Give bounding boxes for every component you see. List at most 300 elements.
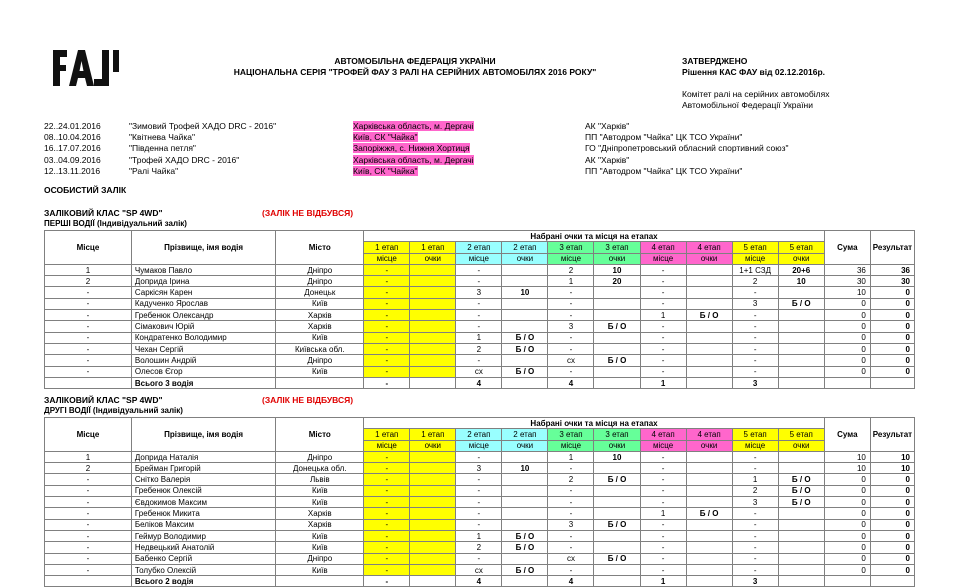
cell-stage-value: - (640, 542, 686, 553)
cell-stage-value: - (732, 343, 778, 354)
cell-city: Харків (276, 321, 364, 332)
cell-stage-value: - (548, 542, 594, 553)
cell-stage-value (502, 485, 548, 496)
cell-stage-value: - (548, 343, 594, 354)
cell-place: - (45, 298, 132, 309)
cell-stage-value (410, 287, 456, 298)
col-header-stage-kind: місце (732, 253, 778, 264)
cell-stage-value: Б / О (778, 497, 824, 508)
cell-stage-value: - (640, 276, 686, 287)
cell-place: - (45, 497, 132, 508)
cell-stage-value: Б / О (594, 474, 640, 485)
table-row (45, 298, 915, 309)
cell-place: - (45, 287, 132, 298)
section-2-subtitle: ДРУГІ ВОДІЇ (Індивідуальний залік) (44, 406, 183, 415)
cell-driver-name: Євдокимов Максим (131, 497, 275, 508)
cell-stage-value: 2 (548, 264, 594, 275)
cell-sum: 0 (824, 355, 870, 366)
cell-result: 0 (870, 310, 914, 321)
cell-stage-value (778, 321, 824, 332)
cell-stage-value: - (732, 542, 778, 553)
cell-stage-value (778, 366, 824, 377)
cell-sum: 0 (824, 508, 870, 519)
cell-stage-value: - (732, 463, 778, 474)
col-header-place: Місце (45, 418, 132, 452)
cell-driver-name: Гребенюк Микита (131, 508, 275, 519)
cell-stage-value: Б / О (502, 564, 548, 575)
cell-stage-value: - (364, 264, 410, 275)
cell-sum: 0 (824, 298, 870, 309)
cell-stage-value: - (640, 451, 686, 462)
cell-result: 0 (870, 530, 914, 541)
col-header-stage: 5 етап (732, 242, 778, 253)
event-name: "Ралі Чайка" (129, 165, 179, 176)
federation-title: АВТОМОБІЛЬНА ФЕДЕРАЦІЯ УКРАЇНИ (334, 56, 496, 66)
committee-block (682, 89, 829, 111)
cell-stage-value: 3 (732, 497, 778, 508)
cell-stage-value (778, 355, 824, 366)
col-header-stage: 5 етап (778, 429, 824, 440)
cell-stage-value: - (640, 519, 686, 530)
approved-label: ЗАТВЕРДЖЕНО (682, 56, 748, 66)
cell-stage-value: - (364, 287, 410, 298)
cell-stage-value (686, 530, 732, 541)
event-name: "Південна петля" (129, 143, 196, 154)
cell-total-stage: 1 (640, 377, 686, 388)
cell-stage-value (410, 564, 456, 575)
cell-driver-name: Толубко Олексій (131, 564, 275, 575)
cell-stage-value (410, 542, 456, 553)
col-header-stage: 3 етап (594, 429, 640, 440)
cell-stage-value (594, 298, 640, 309)
cell-stage-value (686, 287, 732, 298)
cell-stage-value: - (548, 485, 594, 496)
col-header-stage: 5 етап (778, 242, 824, 253)
col-header-stage-kind: очки (778, 440, 824, 451)
cell-total-stage (502, 377, 548, 388)
col-header-stage: 1 етап (410, 429, 456, 440)
cell-stage-value: сх (456, 366, 502, 377)
cell-result: 0 (870, 519, 914, 530)
cell-stage-value: - (548, 508, 594, 519)
cell-stage-value (410, 276, 456, 287)
event-dates: 12..13.11.2016 (44, 165, 101, 176)
cell-city: Дніпро (276, 553, 364, 564)
cell-stage-value (686, 298, 732, 309)
cell-sum: 10 (824, 463, 870, 474)
cell-stage-value (410, 355, 456, 366)
cell-stage-value (410, 298, 456, 309)
cell-stage-value: - (732, 332, 778, 343)
col-header-stage-kind: місце (456, 440, 502, 451)
event-organizer: ПП "Автодром "Чайка" ЦК ТСО України" (585, 132, 743, 143)
cell-place: - (45, 343, 132, 354)
cell-stage-value (502, 310, 548, 321)
cell-city: Дніпро (276, 264, 364, 275)
col-header-stage-kind: очки (686, 440, 732, 451)
cell-sum: 0 (824, 474, 870, 485)
cell-stage-value: сх (548, 355, 594, 366)
cell-stage-value: - (640, 463, 686, 474)
cell-place: - (45, 508, 132, 519)
cell-stage-value: Б / О (502, 332, 548, 343)
cell-city: Київ (276, 298, 364, 309)
cell-stage-value: 3 (548, 519, 594, 530)
cell-stage-value: - (732, 519, 778, 530)
cell-stage-value: 3 (456, 463, 502, 474)
cell-stage-value: - (364, 366, 410, 377)
cell-stage-value (778, 287, 824, 298)
cell-stage-value: - (732, 564, 778, 575)
cell-total-stage (594, 377, 640, 388)
cell-stage-value (778, 553, 824, 564)
cell-stage-value: - (456, 497, 502, 508)
cell-stage-value: - (732, 451, 778, 462)
cell-total-blank (45, 576, 132, 587)
cell-stage-value (594, 530, 640, 541)
event-name: "Трофей ХАДО DRC - 2016" (129, 154, 240, 165)
cell-total-stage: 4 (456, 576, 502, 587)
cell-stage-value: - (456, 355, 502, 366)
cell-stage-value (502, 264, 548, 275)
col-header-stage: 1 етап (364, 429, 410, 440)
header-row (45, 418, 915, 429)
cell-place: - (45, 332, 132, 343)
col-header-stage: 1 етап (364, 242, 410, 253)
cell-city: Харків (276, 519, 364, 530)
cell-driver-name: Недвецький Анатолій (131, 542, 275, 553)
cell-stage-value (686, 321, 732, 332)
event-organizer: ПП "Автодром "Чайка" ЦК ТСО України" (585, 165, 743, 176)
cell-city: Київ (276, 542, 364, 553)
cell-city: Київ (276, 530, 364, 541)
cell-city: Донецьк (276, 287, 364, 298)
cell-stage-value: - (364, 542, 410, 553)
cell-stage-value: 1 (548, 276, 594, 287)
cell-city: Київ (276, 485, 364, 496)
cell-stage-value (778, 451, 824, 462)
cell-sum: 0 (824, 553, 870, 564)
cell-stage-value: 2 (732, 485, 778, 496)
cell-stage-value: - (640, 355, 686, 366)
cell-city: Дніпро (276, 355, 364, 366)
col-header-stage-kind: місце (364, 253, 410, 264)
col-header-place: Місце (45, 231, 132, 265)
table-row (45, 564, 915, 575)
cell-stage-value: 1 (548, 451, 594, 462)
cell-stage-value (594, 463, 640, 474)
cell-stage-value: Б / О (502, 343, 548, 354)
cell-stage-value: - (640, 264, 686, 275)
cell-driver-name: Беліков Максим (131, 519, 275, 530)
cell-stage-value: 1+1 СЗД (732, 264, 778, 275)
total-row (45, 576, 915, 587)
cell-total-blank (870, 576, 914, 587)
cell-stage-value: - (732, 553, 778, 564)
cell-stage-value (686, 553, 732, 564)
cell-stage-value (686, 332, 732, 343)
cell-stage-value (778, 564, 824, 575)
cell-stage-value: - (640, 553, 686, 564)
cell-stage-value: Б / О (594, 355, 640, 366)
cell-stage-value (686, 542, 732, 553)
cell-stage-value: - (456, 485, 502, 496)
cell-stage-value (686, 485, 732, 496)
cell-place: 2 (45, 463, 132, 474)
cell-stage-value: Б / О (686, 508, 732, 519)
cell-stage-value (594, 564, 640, 575)
cell-stage-value (410, 310, 456, 321)
cell-sum: 10 (824, 287, 870, 298)
cell-place: - (45, 564, 132, 575)
cell-result: 0 (870, 343, 914, 354)
col-header-stage-kind: місце (732, 440, 778, 451)
cell-stage-value: - (456, 276, 502, 287)
cell-sum: 0 (824, 530, 870, 541)
cell-stage-value: - (364, 553, 410, 564)
col-header-stage-kind: очки (778, 253, 824, 264)
cell-sum: 10 (824, 451, 870, 462)
cell-stage-value (502, 298, 548, 309)
cell-stage-value: - (640, 485, 686, 496)
cell-stage-value: Б / О (778, 485, 824, 496)
cell-driver-name: Снітко Валерія (131, 474, 275, 485)
cell-stage-value (686, 343, 732, 354)
col-header-stage-points: Набрані очки та місця на етапах (364, 418, 825, 429)
col-header-city: Місто (276, 231, 364, 265)
cell-stage-value: - (456, 553, 502, 564)
cell-place: - (45, 519, 132, 530)
col-header-stage-kind: очки (502, 253, 548, 264)
cell-place: - (45, 553, 132, 564)
event-place: Київ, СК "Чайка" (353, 165, 418, 176)
cell-stage-value: 10 (502, 287, 548, 298)
cell-stage-value: - (364, 310, 410, 321)
cell-stage-value (778, 542, 824, 553)
committee-line-1: Комітет ралі на серійних автомобілях (682, 89, 830, 99)
cell-sum: 0 (824, 485, 870, 496)
cell-place: - (45, 355, 132, 366)
cell-place: 1 (45, 264, 132, 275)
cell-stage-value: 20+6 (778, 264, 824, 275)
header-row (45, 231, 915, 242)
cell-stage-value: - (548, 332, 594, 343)
event-place: Київ, СК "Чайка" (353, 132, 418, 143)
cell-place: - (45, 530, 132, 541)
cell-stage-value: Б / О (502, 530, 548, 541)
col-header-stage: 1 етап (410, 242, 456, 253)
cell-stage-value (686, 463, 732, 474)
cell-stage-value: 20 (594, 276, 640, 287)
cell-result: 10 (870, 463, 914, 474)
cell-result: 0 (870, 485, 914, 496)
cell-stage-value (410, 485, 456, 496)
cell-stage-value (686, 497, 732, 508)
col-header-sum: Сума (824, 231, 870, 265)
cell-total-stage: 1 (640, 576, 686, 587)
cell-stage-value: - (364, 343, 410, 354)
cell-result: 0 (870, 366, 914, 377)
cell-total-stage (410, 377, 456, 388)
col-header-stage-kind: місце (640, 440, 686, 451)
section-1-subtitle: ПЕРШІ ВОДІЇ (Індивідуальний залік) (44, 219, 187, 228)
cell-city: Дніпро (276, 276, 364, 287)
table-row (45, 264, 915, 275)
cell-sum: 30 (824, 276, 870, 287)
cell-stage-value: - (732, 366, 778, 377)
cell-stage-value (778, 530, 824, 541)
cell-total-stage: - (364, 377, 410, 388)
cell-sum: 0 (824, 332, 870, 343)
cell-city: Київ (276, 366, 364, 377)
cell-stage-value: 10 (594, 264, 640, 275)
cell-city: Харків (276, 508, 364, 519)
cell-result: 0 (870, 287, 914, 298)
table-row (45, 332, 915, 343)
event-name: "Зимовий Трофей ХАДО DRC - 2016" (129, 121, 277, 131)
table-row (45, 451, 915, 462)
cell-stage-value: - (364, 485, 410, 496)
cell-result: 0 (870, 355, 914, 366)
cell-stage-value (410, 332, 456, 343)
cell-stage-value (778, 343, 824, 354)
cell-stage-value (778, 310, 824, 321)
cell-driver-name: Доприда Ірина (131, 276, 275, 287)
cell-total-stage: 4 (456, 377, 502, 388)
cell-stage-value: - (640, 332, 686, 343)
cell-stage-value: 3 (456, 287, 502, 298)
cell-stage-value: 10 (502, 463, 548, 474)
cell-city: Донецька обл. (276, 463, 364, 474)
cell-driver-name: Волошин Андрій (131, 355, 275, 366)
col-header-result: Результат (870, 231, 914, 265)
section-1-title: ЗАЛІКОВИЙ КЛАС "SP 4WD" (44, 208, 163, 218)
cell-stage-value: 1 (640, 310, 686, 321)
cell-stage-value: 1 (640, 508, 686, 519)
cell-stage-value: Б / О (594, 519, 640, 530)
cell-stage-value (410, 451, 456, 462)
cell-sum: 0 (824, 497, 870, 508)
col-header-stage-kind: місце (548, 253, 594, 264)
cell-place: - (45, 474, 132, 485)
committee-line-2: Автомобільної Федерації України (682, 100, 814, 110)
cell-stage-value (778, 332, 824, 343)
cell-stage-value: - (640, 287, 686, 298)
cell-stage-value: - (456, 310, 502, 321)
cell-stage-value (410, 343, 456, 354)
col-header-stage-kind: місце (640, 253, 686, 264)
event-organizer: АК "Харків" (585, 121, 630, 131)
cell-stage-value (502, 508, 548, 519)
cell-stage-value: - (732, 310, 778, 321)
col-header-stage-kind: очки (594, 253, 640, 264)
cell-stage-value: 3 (732, 298, 778, 309)
cell-stage-value (594, 310, 640, 321)
cell-stage-value: - (364, 355, 410, 366)
cell-stage-value (686, 564, 732, 575)
cell-city: Київ (276, 564, 364, 575)
cell-city: Київська обл. (276, 343, 364, 354)
cell-stage-value: - (364, 519, 410, 530)
event-place: Харківська область, м. Дергачі (353, 154, 474, 165)
cell-stage-value: - (364, 497, 410, 508)
cell-result: 0 (870, 508, 914, 519)
cell-stage-value: - (364, 564, 410, 575)
cell-driver-name: Олесов Єгор (131, 366, 275, 377)
cell-stage-value (594, 508, 640, 519)
cell-total-stage (502, 576, 548, 587)
cell-stage-value: Б / О (502, 542, 548, 553)
col-header-stage: 2 етап (456, 429, 502, 440)
cell-place: - (45, 366, 132, 377)
cell-total-stage (686, 377, 732, 388)
cell-stage-value: - (456, 519, 502, 530)
cell-stage-value (410, 366, 456, 377)
cell-stage-value: Б / О (594, 321, 640, 332)
cell-stage-value: сх (548, 553, 594, 564)
cell-stage-value (778, 519, 824, 530)
cell-result: 36 (870, 264, 914, 275)
cell-stage-value: - (640, 474, 686, 485)
decision-text: Рішення КАС ФАУ від 02.12.2016р. (682, 67, 825, 77)
cell-stage-value: 1 (456, 530, 502, 541)
col-header-stage: 3 етап (548, 429, 594, 440)
cell-result: 10 (870, 451, 914, 462)
event-dates: 22..24.01.2016 (44, 121, 101, 131)
cell-total-blank (824, 377, 870, 388)
cell-stage-value (686, 276, 732, 287)
cell-stage-value (502, 553, 548, 564)
col-header-stage-kind: місце (364, 440, 410, 451)
cell-sum: 0 (824, 366, 870, 377)
section-2-cancel-note: (ЗАЛІК НЕ ВІДБУВСЯ) (262, 395, 354, 405)
table-row (45, 463, 915, 474)
cell-sum: 0 (824, 542, 870, 553)
cell-stage-value (502, 497, 548, 508)
event-dates: 16..17.07.2016 (44, 143, 101, 154)
cell-stage-value: 2 (456, 343, 502, 354)
col-header-stage: 4 етап (640, 429, 686, 440)
col-header-stage-kind: очки (686, 253, 732, 264)
cell-stage-value: - (456, 451, 502, 462)
cell-total-blank (276, 377, 364, 388)
cell-stage-value: - (732, 287, 778, 298)
cell-total-stage (686, 576, 732, 587)
cell-sum: 0 (824, 564, 870, 575)
cell-result: 0 (870, 321, 914, 332)
cell-stage-value: - (640, 366, 686, 377)
table-row (45, 355, 915, 366)
col-header-stage-kind: очки (410, 253, 456, 264)
cell-city: Київ (276, 332, 364, 343)
cell-result: 0 (870, 474, 914, 485)
table-row (45, 276, 915, 287)
cell-stage-value: - (364, 276, 410, 287)
col-header-stage: 2 етап (502, 429, 548, 440)
col-header-stage-kind: місце (456, 253, 502, 264)
cell-result: 0 (870, 298, 914, 309)
cell-driver-name: Доприда Наталія (131, 451, 275, 462)
col-header-result: Результат (870, 418, 914, 452)
cell-stage-value: 2 (732, 276, 778, 287)
cell-place: - (45, 542, 132, 553)
cell-stage-value: - (732, 321, 778, 332)
cell-sum: 0 (824, 519, 870, 530)
cell-result: 0 (870, 542, 914, 553)
cell-result: 0 (870, 564, 914, 575)
cell-stage-value: - (548, 564, 594, 575)
cell-driver-name: Геймур Володимир (131, 530, 275, 541)
